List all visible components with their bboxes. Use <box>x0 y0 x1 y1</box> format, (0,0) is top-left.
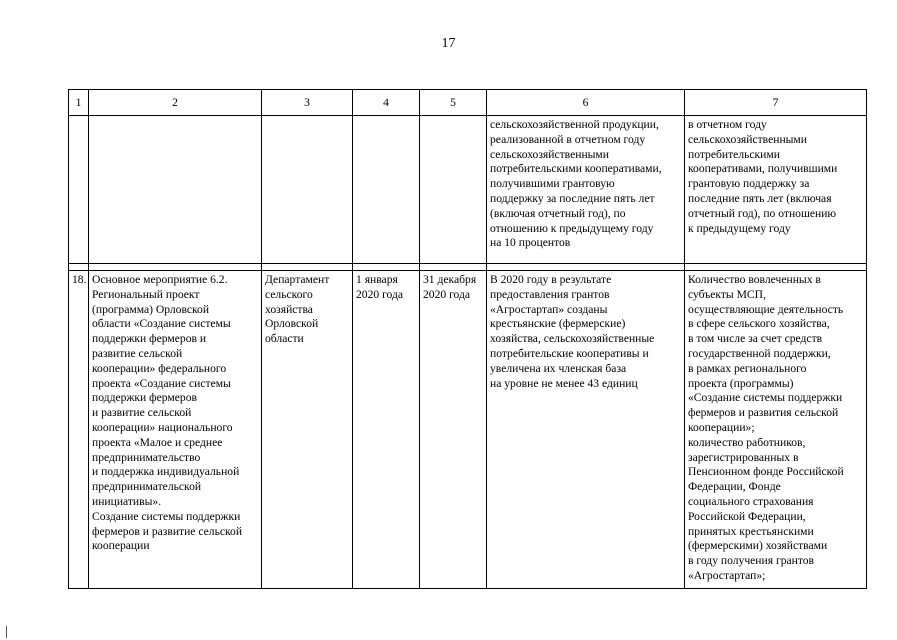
row-number: 18. <box>69 271 89 589</box>
header-cell-1: 1 <box>69 90 89 116</box>
cont-cell-executor <box>262 116 353 264</box>
target-indicator: Количество вовлеченных в субъекты МСП, осуществляющие деятельность в сфере сельского хозяйства, в том числе за счет средств государственной поддержки, в рамках регионального проекта (программы) «Создание системы поддержки фермеров и развития сельской кооперации»; количество работников, зарегистрированных в Пенсионном фонде Российской Федерации, Фонде социального страхования Российской Федерации, принятых крестьянскими (фермерскими) хозяйствами в году получения грантов «Агростартап»; <box>685 271 867 589</box>
spacer-cell <box>262 264 353 271</box>
table-row-continuation <box>69 116 867 264</box>
cont-cell-activity <box>89 116 262 264</box>
table-header-row <box>69 90 867 116</box>
cont-cell-num <box>69 116 89 264</box>
start-date: 1 января 2020 года <box>353 271 420 589</box>
cont-cell-result: сельскохозяйственной продукции, реализованной в отчетном году сельскохозяйственными потребительскими кооперативами, получившими грантовую поддержку за последние пять лет (включая отчетный год), по отношению к предыдущему году на 10 процентов <box>487 116 685 264</box>
responsible-executor: Департамент сельского хозяйства Орловской области <box>262 271 353 589</box>
table-row-spacer <box>69 264 867 271</box>
header-cell-5: 5 <box>420 90 487 116</box>
cont-cell-indicator: в отчетном году сельскохозяйственными потребительскими кооперативами, получившими грантовую поддержку за последние пять лет (включая отчетный год), по отношению к предыдущему году <box>685 116 867 264</box>
spacer-cell <box>685 264 867 271</box>
table-row-18 <box>69 271 867 589</box>
header-cell-2: 2 <box>89 90 262 116</box>
spacer-cell <box>420 264 487 271</box>
activity-name: Основное мероприятие 6.2. Региональный проект (программа) Орловской области «Создание системы поддержки фермеров и развитие сельской кооперации» федерального проекта «Создание системы поддержки фермеров и развитие сельской кооперации» национального проекта «Малое и среднее предпринимательство и поддержка индивидуальной предпринимательской инициативы». Создание системы поддержки фермеров и развитие сельской кооперации <box>89 271 262 589</box>
page-number: 17 <box>441 36 456 51</box>
expected-result: В 2020 году в результате предоставления грантов «Агростартап» созданы крестьянские (фермерские) хозяйства, сельскохозяйственные потребительские кооперативы и увеличена их членская база на уровне не менее 43 единиц <box>487 271 685 589</box>
header-cell-3: 3 <box>262 90 353 116</box>
header-cell-6: 6 <box>487 90 685 116</box>
cont-cell-start <box>353 116 420 264</box>
end-date: 31 декабря 2020 года <box>420 271 487 589</box>
program-activities-table <box>68 89 867 589</box>
spacer-cell <box>353 264 420 271</box>
spacer-cell <box>69 264 89 271</box>
header-cell-4: 4 <box>353 90 420 116</box>
cont-cell-end <box>420 116 487 264</box>
scan-edge-mark <box>6 626 7 638</box>
spacer-cell <box>487 264 685 271</box>
header-cell-7: 7 <box>685 90 867 116</box>
spacer-cell <box>89 264 262 271</box>
